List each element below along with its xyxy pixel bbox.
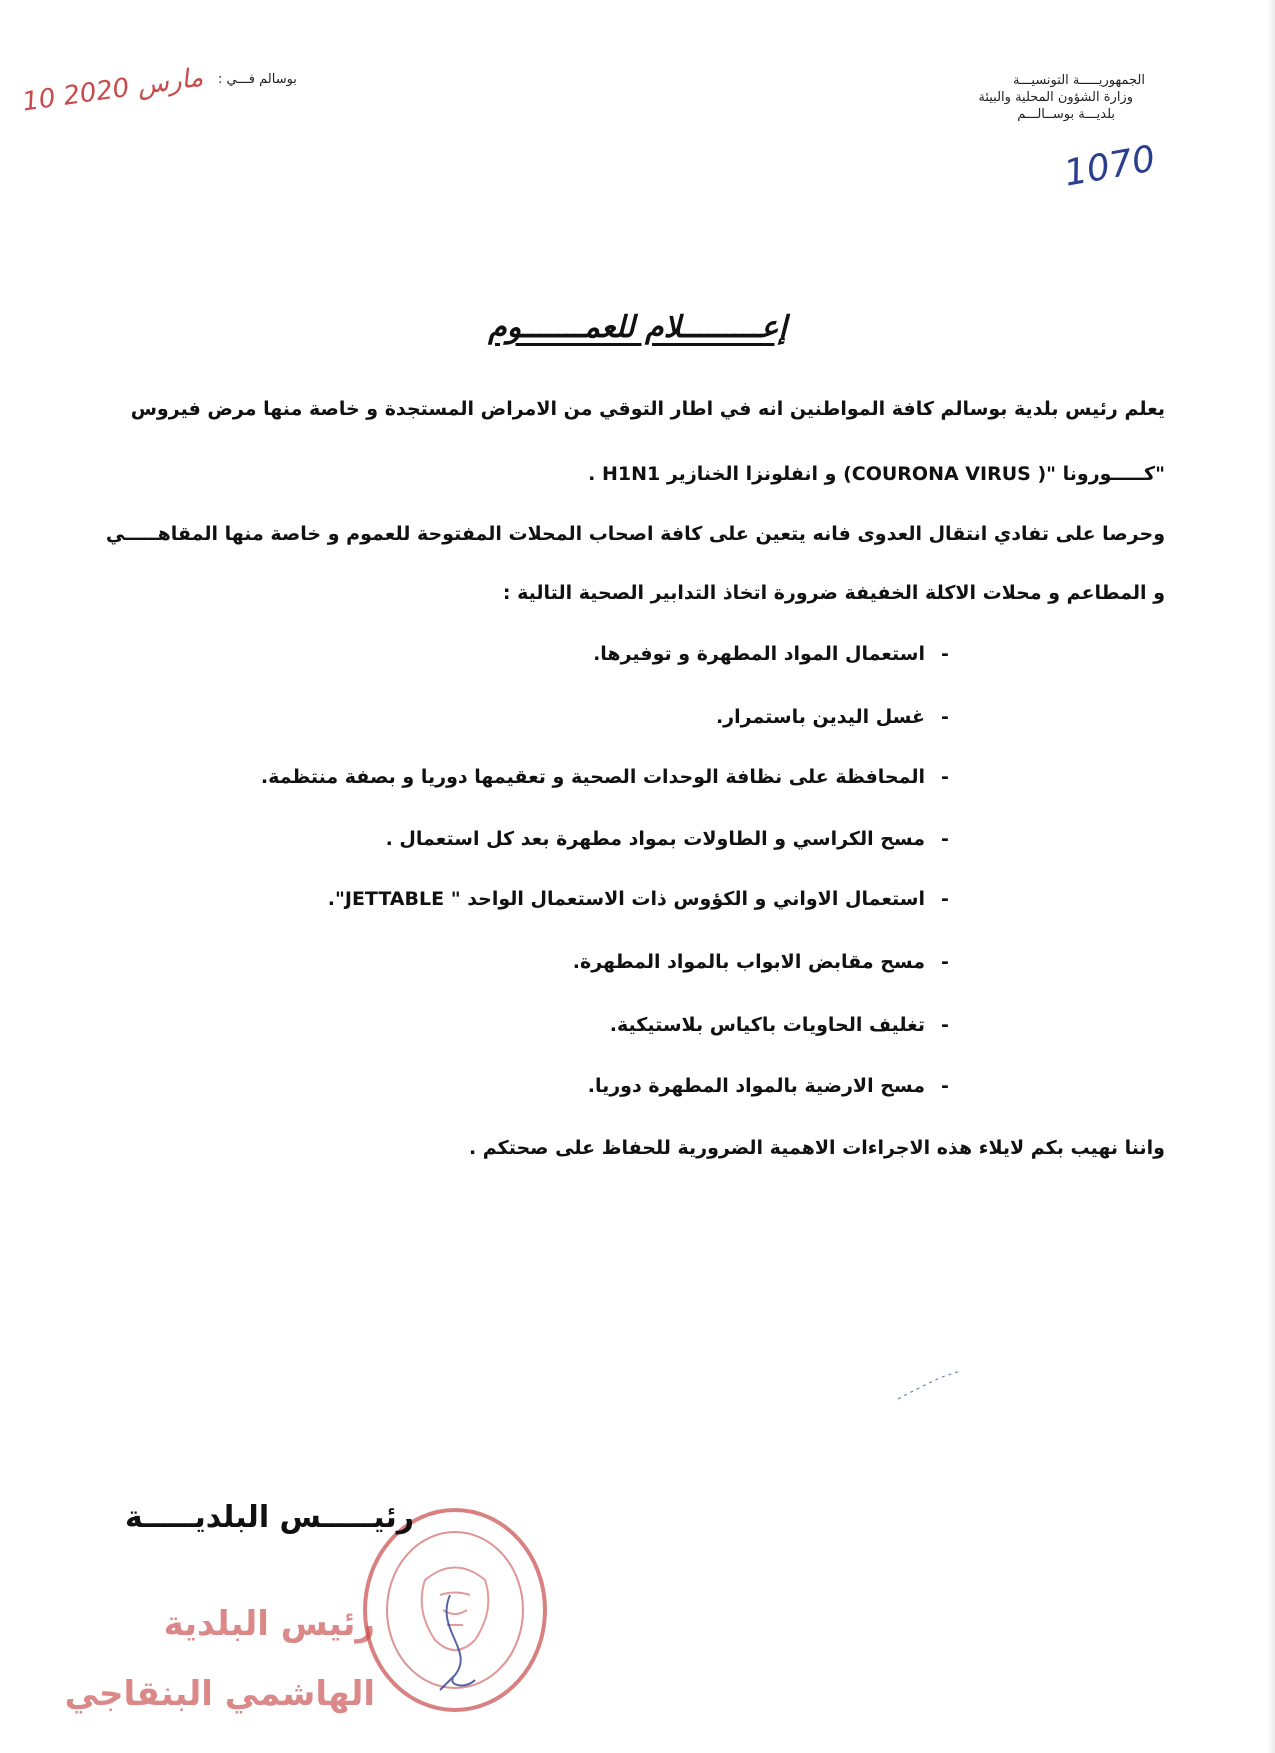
measure-item: -استعمال الاواني و الكؤوس ذات الاستعمال الواحد " JETTABLE". [327, 888, 949, 910]
stamp-text-line-1: رئيس البلدية [163, 1604, 375, 1644]
paragraph-2-line-2: و المطاعم و محلات الاكلة الخفيفة ضرورة اتخاذ التدابير الصحية التالية : [502, 582, 1165, 604]
letterhead-municipality: بلديـــة بوســالـــم [1017, 107, 1115, 122]
document-title: إعـــــــــلام للعمـــــــوم [488, 310, 787, 345]
closing-sentence: واننا نهيب بكم لايلاء هذه الاجراءات الاهمية الضرورية للحفاظ على صحتكم . [468, 1137, 1165, 1159]
measure-item: -مسح الارضية بالمواد المطهرة دوريا. [587, 1075, 949, 1097]
letterhead-ministry: وزارة الشؤون المحلية والبيئة [978, 90, 1133, 105]
signature-title: رئيـــــس البلديـــــة [125, 1500, 414, 1535]
measure-item: -مسح مقابض الابواب بالمواد المطهرة. [572, 951, 949, 973]
handwritten-date [18, 62, 208, 122]
handwritten-number-text: 1070 [1061, 138, 1159, 195]
measure-item: -غسل اليدين باستمرار. [715, 706, 949, 728]
measure-item: -مسح الكراسي و الطاولات بمواد مطهرة بعد كل استعمال . [385, 828, 949, 850]
stamp-text-line-2: الهاشمي البنقاجي [64, 1674, 375, 1714]
paragraph-2-line-1: وحرصا على تفادي انتقال العدوى فانه يتعين على كافة اصحاب المحلات المفتوحة للعموم و خاصة منها المقاهـــــي [105, 523, 1165, 545]
letterhead-republic: الجمهوريـــــة التونسيـــة [1013, 73, 1145, 88]
measure-item: -المحافظة على نظافة الوحدات الصحية و تعقيمها دوريا و بصفة منتظمة. [260, 766, 949, 788]
measure-item: -استعمال المواد المطهرة و توفيرها. [593, 643, 949, 665]
scan-edge [1267, 0, 1275, 1753]
handwritten-date-text: 10 مارس 2020 [20, 62, 205, 118]
measure-item: -تغليف الحاويات باكياس بلاستيكية. [609, 1014, 949, 1036]
name-stamp [64, 1580, 385, 1730]
place-date-label: بوسالم فـــي : [218, 72, 297, 87]
letterhead [978, 72, 1145, 123]
handwritten-number [1060, 140, 1160, 195]
paragraph-1-line-1: يعلم رئيس بلدية بوسالم كافة المواطنين انه في اطار التوقي من الامراض المستجدة و خاصة منها مرض فيروس [130, 398, 1165, 420]
paragraph-1-line-2: "كـــــورونا "( COURONA VIRUS) و انفلونزا الخنازير H1N1 . [588, 463, 1165, 485]
stray-pen-mark [890, 1365, 970, 1405]
